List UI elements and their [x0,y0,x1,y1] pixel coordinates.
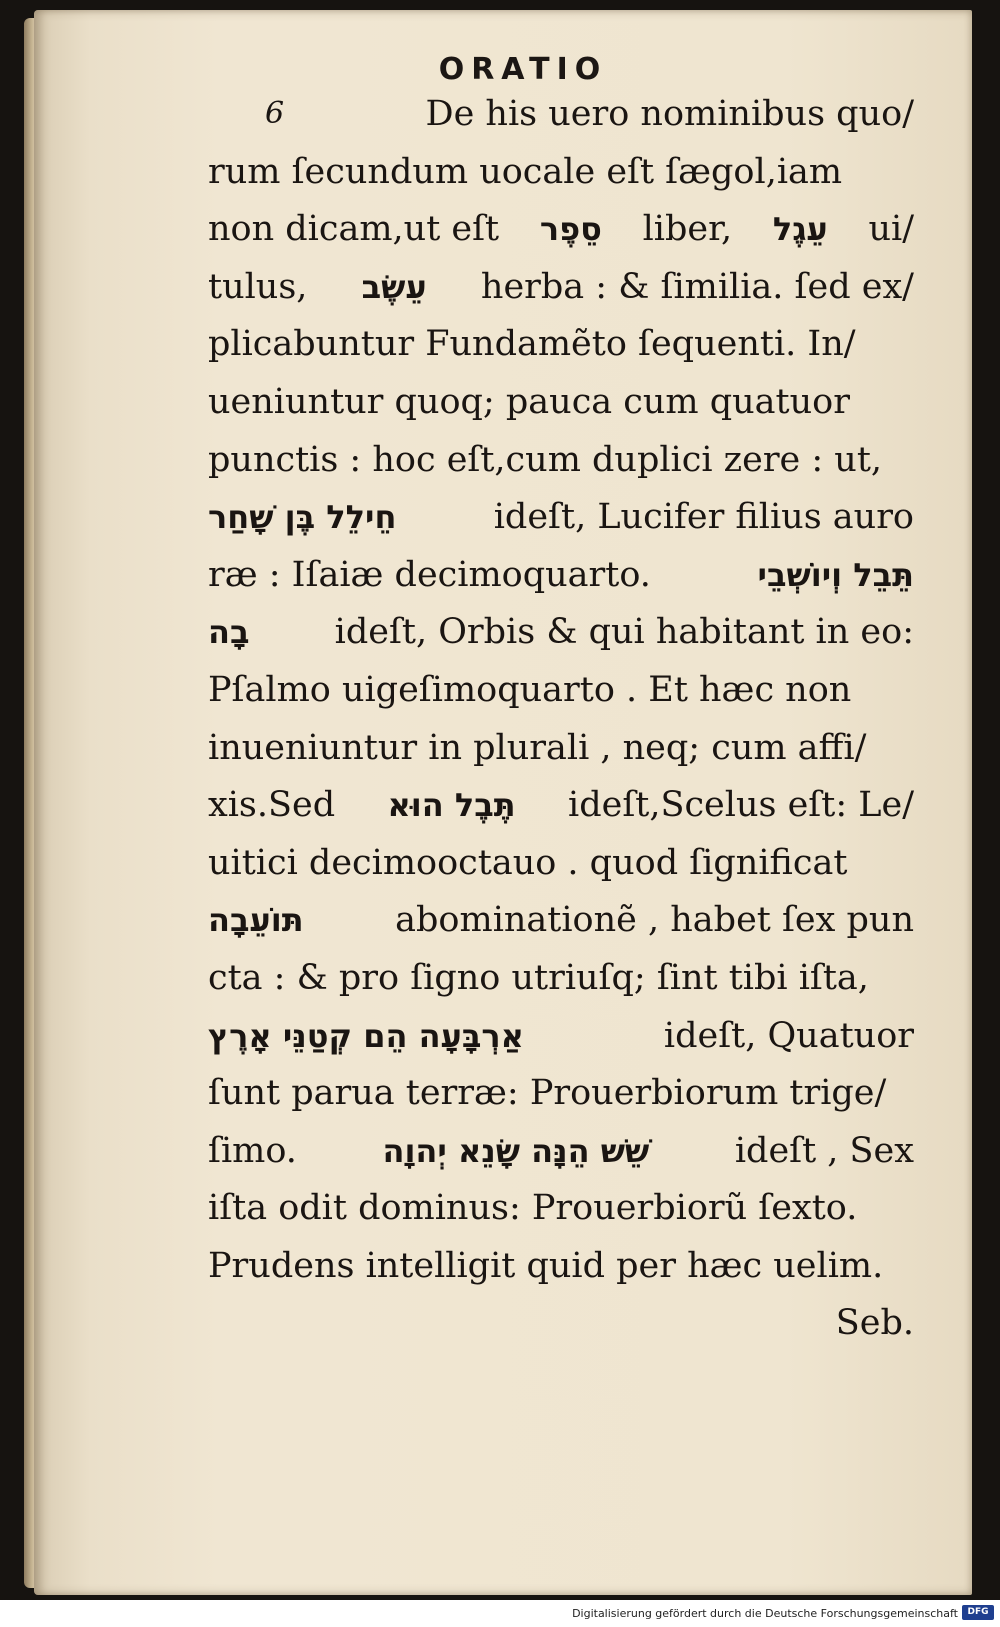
catchword-line [208,1295,914,1353]
text-line [208,892,914,950]
text-line [208,604,914,662]
text-line [208,374,914,432]
hebrew-word: תֵּבֵל וְיוֹשְׁבֵי [757,555,914,594]
text-segment: ideſt, Orbis & qui habitant in eo: [334,612,914,653]
paragraph-number: 6 [265,96,285,131]
text-line [208,1180,914,1238]
text-segment: punctis : hoc eſt,cum duplici zere : ut, [208,439,883,480]
text-segment: ſimo. [208,1130,297,1171]
text-line [208,1123,914,1181]
text-line [208,547,914,605]
text-line [208,86,914,144]
footer-bar [0,1600,1000,1627]
running-head: ORATIO [438,52,608,87]
text-line [208,201,914,259]
text-segment: Pſalmo uigeſimoquarto . Et hæc non [208,669,852,710]
text-segment: De his uero nominibus quo/ [425,94,914,134]
text-line [208,720,914,778]
hebrew-word: תֶּבֶל הוּא [387,786,516,825]
text-line [208,1008,914,1066]
text-segment: non dicam,ut eſt [208,209,500,250]
text-line [208,432,914,490]
text-segment: Prudens intelligit quid per hæc uelim. [208,1245,884,1286]
text-line [208,662,914,720]
hebrew-word: חֵילֵל בֶּן שָׁחַר [208,498,397,537]
body-text [208,86,914,1353]
text-line [208,489,914,547]
hebrew-word: אַרְבָּעָה הֵם קְטַנֵּי אָרֶץ [208,1016,524,1055]
text-segment: liber, [642,209,733,250]
catchword: Seb. [835,1303,914,1344]
text-line [208,950,914,1008]
text-line [208,777,914,835]
text-line [208,144,914,202]
text-segment: herba : & ſimilia. ſed ex/ [480,266,914,307]
text-segment: ræ : Iſaiæ decimoquarto. [208,554,651,595]
text-segment: rum ſecundum uocale eſt ſægol,iam [208,151,843,192]
text-segment: ideſt , Sex [734,1130,914,1171]
text-segment: plicabuntur Fundamẽto ſequenti. In/ [208,324,856,365]
text-segment: ideſt, Quatuor [663,1015,914,1056]
text-segment: ſunt parua terræ: Prouerbiorum trige/ [208,1073,887,1114]
text-line [208,1065,914,1123]
hebrew-word: סֵפֶר [539,210,602,249]
text-segment: uitici decimooctauo . quod ſignificat [208,842,848,883]
hebrew-word: בָה [208,613,250,652]
text-segment: abominationẽ , habet ſex pun [395,900,914,941]
text-line [208,835,914,893]
text-line [208,316,914,374]
text-segment: ui/ [868,209,914,250]
text-segment: ideſt,Scelus eſt: Le/ [568,785,914,826]
text-segment: ideſt, Lucifer filius auro [493,497,914,538]
text-line [208,1238,914,1296]
text-segment: xis.Sed [208,785,336,826]
hebrew-word: שֵׁשׁ הֵנָּה שָׂנֵא יְהוָה [382,1131,650,1170]
text-segment: iſta odit dominus: Prouerbiorũ ſexto. [208,1188,858,1229]
text-segment: tulus, [208,266,308,307]
text-line [208,259,914,317]
digitization-credit: Digitalisierung gefördert durch die Deutsche Forschungsgemeinschaft [572,1607,958,1620]
text-segment: ueniuntur quoq; pauca cum quatuor [208,381,850,422]
text-segment: inueniuntur in plurali , neq; cum affi/ [208,727,867,768]
hebrew-word: עֵשֶׂב [361,267,427,306]
hebrew-word: תּוֹעֵבָה [208,901,304,940]
hebrew-word: עֵגֶל [772,210,828,249]
dfg-logo: DFG [962,1605,994,1620]
text-segment: cta : & pro ſigno utriuſq; ſint tibi iſta, [208,957,869,998]
